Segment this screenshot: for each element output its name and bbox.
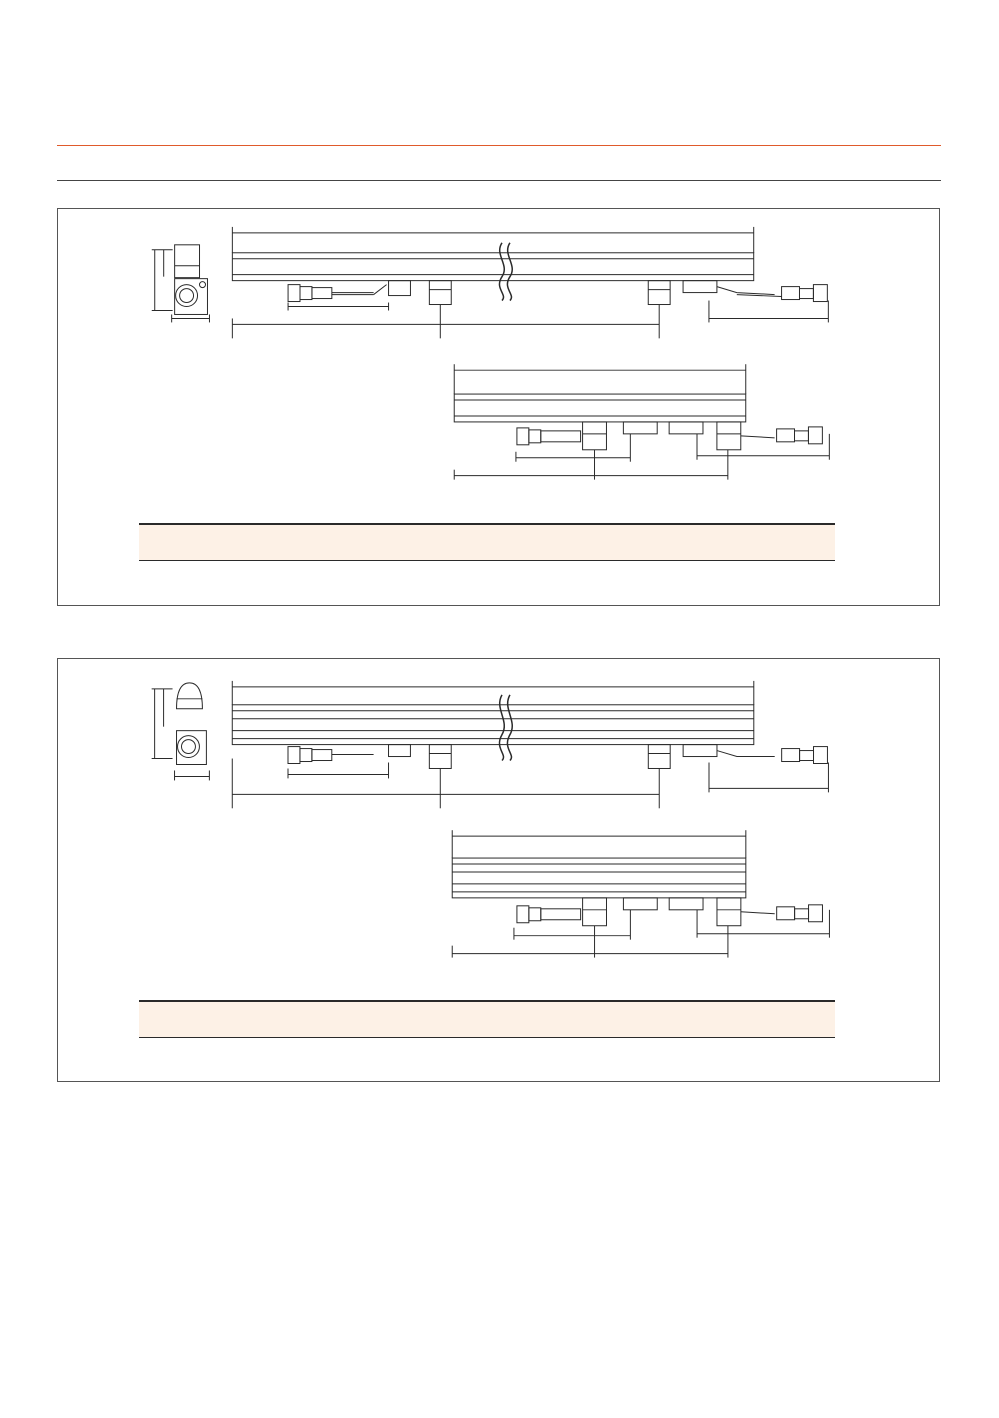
spec-band [139, 1000, 835, 1038]
header-accent-rule [57, 145, 941, 146]
long-body-view [232, 227, 828, 338]
drawing-panel-flat [57, 208, 940, 606]
spec-band [139, 523, 835, 561]
header-rule [57, 180, 941, 181]
short-body-view [454, 364, 829, 479]
long-body-view [232, 681, 828, 808]
drawing-panel-domed [57, 658, 940, 1082]
end-view [152, 245, 210, 323]
end-view [152, 683, 210, 781]
short-body-view [452, 830, 829, 957]
